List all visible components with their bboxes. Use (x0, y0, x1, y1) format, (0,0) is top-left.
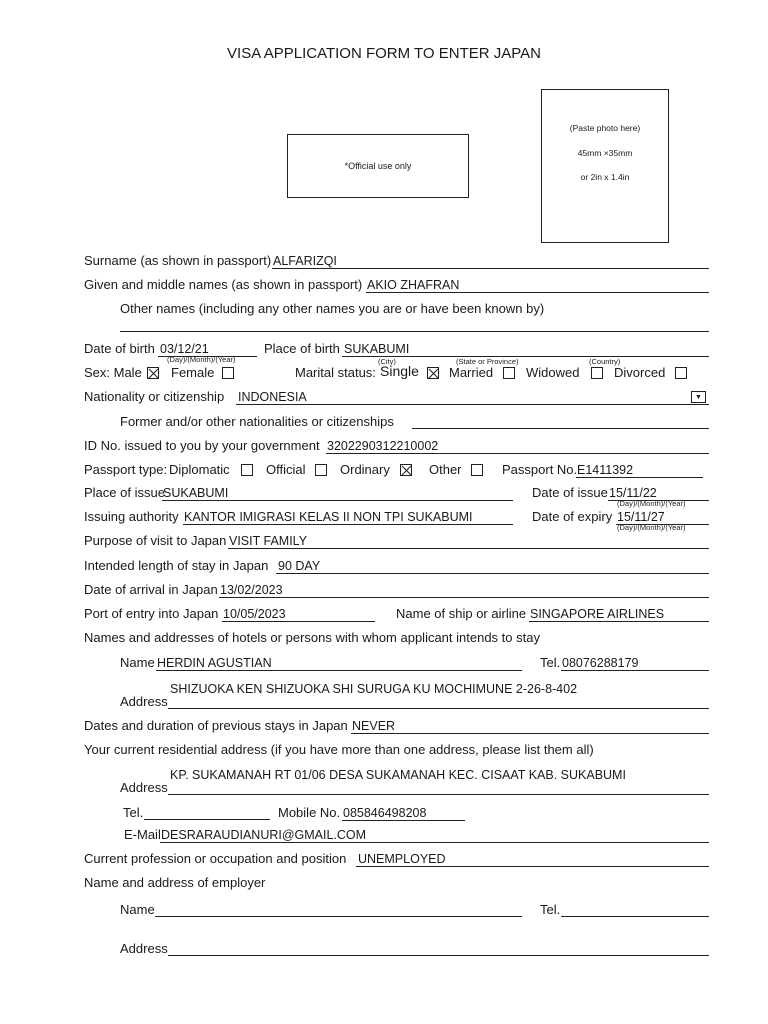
date-issue-hint: (Day)/(Month)/(Year) (617, 499, 686, 508)
marital-label: Marital status: (295, 365, 376, 380)
divorced-label: Divorced (614, 365, 666, 380)
nationality-value[interactable]: INDONESIA (238, 390, 307, 404)
profession-value[interactable]: UNEMPLOYED (358, 852, 446, 866)
res-tel-label: Tel. (123, 805, 144, 820)
date-expiry-label: Date of expiry (532, 509, 613, 524)
prev-stays-value[interactable]: NEVER (352, 719, 396, 733)
employer-label: Name and address of employer (84, 875, 266, 890)
hotels-label: Names and addresses of hotels or persons with whom applicant intends to stay (84, 630, 540, 645)
residential-label: Your current residential address (if you have more than one address, please list them all) (84, 742, 594, 757)
place-issue-value[interactable]: SUKABUMI (163, 486, 229, 500)
host-name-value[interactable]: HERDIN AGUSTIAN (157, 656, 272, 670)
email-value[interactable]: DESRARAUDIANURI@GMAIL.COM (161, 828, 367, 842)
pob-label: Place of birth (264, 341, 340, 356)
email-label: E-Mail (124, 827, 161, 842)
dob-hint: (Day)/(Month)/(Year) (167, 355, 236, 364)
host-name-label: Name (120, 655, 155, 670)
diplomatic-label: Diplomatic (169, 462, 230, 477)
employer-name-label: Name (120, 902, 155, 917)
sex-label: Sex: Male (84, 365, 142, 380)
pob-city-hint: (City) (378, 357, 396, 366)
dropdown-arrow-icon[interactable]: ▼ (691, 391, 706, 403)
res-address-value[interactable]: KP. SUKAMANAH RT 01/06 DESA SUKAMANAH KEC. CISAAT KAB. SUKABUMI (170, 768, 626, 782)
official-checkbox[interactable] (315, 464, 327, 476)
prev-stays-label: Dates and duration of previous stays in Japan (84, 718, 348, 733)
authority-label: Issuing authority (84, 509, 179, 524)
employer-name-field[interactable] (155, 916, 522, 917)
authority-value[interactable]: KANTOR IMIGRASI KELAS II NON TPI SUKABUMI (184, 510, 473, 524)
surname-value[interactable]: ALFARIZQI (273, 254, 337, 268)
official-use-box (287, 134, 469, 198)
surname-label: Surname (as shown in passport) (84, 253, 272, 268)
dob-value[interactable]: 03/12/21 (160, 342, 209, 356)
widowed-label: Widowed (526, 365, 580, 380)
official-use-label: *Official use only (344, 161, 412, 171)
photo-label-1: (Paste photo here) (569, 123, 641, 133)
arrival-label: Date of arrival in Japan (84, 582, 218, 597)
ordinary-checkbox[interactable] (400, 464, 412, 476)
purpose-value[interactable]: VISIT FAMILY (229, 534, 308, 548)
given-names-label: Given and middle names (as shown in passport) (84, 277, 363, 292)
female-checkbox[interactable] (222, 367, 234, 379)
employer-address-label: Address (120, 941, 168, 956)
pob-state-hint: (State or Province) (456, 357, 519, 366)
pob-value[interactable]: SUKABUMI (344, 342, 410, 356)
res-tel-field[interactable] (144, 819, 270, 820)
male-checkbox[interactable] (147, 367, 159, 379)
date-expiry-value[interactable]: 15/11/27 (617, 510, 665, 524)
photo-label-2: 45mm ×35mm (577, 148, 633, 158)
mobile-label: Mobile No. (278, 805, 341, 820)
other-label: Other (429, 462, 462, 477)
ship-value[interactable]: SINGAPORE AIRLINES (530, 607, 665, 621)
female-label: Female (171, 365, 215, 380)
length-stay-value[interactable]: 90 DAY (278, 559, 321, 573)
ship-label: Name of ship or airline (396, 606, 527, 621)
id-no-label: ID No. issued to you by your government (84, 438, 320, 453)
former-nationality-label: Former and/or other nationalities or citizenships (120, 414, 394, 429)
date-issue-label: Date of issue (532, 485, 608, 500)
dob-label: Date of birth (84, 341, 155, 356)
photo-box (541, 89, 669, 243)
married-checkbox[interactable] (503, 367, 515, 379)
passport-no-label: Passport No. (502, 462, 578, 477)
other-names-label: Other names (including any other names you are or have been known by) (120, 301, 545, 316)
host-tel-label: Tel. (540, 655, 561, 670)
port-label: Port of entry into Japan (84, 606, 219, 621)
form-title: VISA APPLICATION FORM TO ENTER JAPAN (227, 45, 541, 62)
host-address-value[interactable]: SHIZUOKA KEN SHIZUOKA SHI SURUGA KU MOCHIMUNE 2-26-8-402 (170, 682, 578, 696)
id-no-value[interactable]: 3202290312210002 (327, 439, 439, 453)
profession-label: Current profession or occupation and position (84, 851, 347, 866)
employer-tel-label: Tel. (540, 902, 561, 917)
former-nationality-field[interactable] (412, 428, 709, 429)
married-label: Married (449, 365, 494, 380)
single-checkbox[interactable] (427, 367, 439, 379)
ordinary-label: Ordinary (340, 462, 390, 477)
host-tel-value[interactable]: 08076288179 (562, 656, 639, 670)
given-names-value[interactable]: AKIO ZHAFRAN (367, 278, 460, 292)
single-label: Single (380, 363, 419, 379)
date-expiry-hint: (Day)/(Month)/(Year) (617, 523, 686, 532)
place-issue-label: Place of issue (84, 485, 165, 500)
pob-country-hint: (Country) (589, 357, 621, 366)
date-issue-value[interactable]: 15/11/22 (609, 486, 657, 500)
employer-tel-field[interactable] (561, 916, 709, 917)
nationality-label: Nationality or citizenship (84, 389, 225, 404)
other-names-field[interactable] (120, 331, 709, 332)
official-label: Official (266, 462, 306, 477)
passport-no-value[interactable]: E1411392 (577, 463, 634, 477)
purpose-label: Purpose of visit to Japan (84, 533, 227, 548)
employer-address-field[interactable] (168, 955, 709, 956)
diplomatic-checkbox[interactable] (241, 464, 253, 476)
mobile-value[interactable]: 085846498208 (343, 806, 427, 820)
other-checkbox[interactable] (471, 464, 483, 476)
photo-label-3: or 2in x 1.4in (580, 172, 630, 182)
arrival-value[interactable]: 13/02/2023 (220, 583, 283, 597)
port-value[interactable]: 10/05/2023 (223, 607, 286, 621)
widowed-checkbox[interactable] (591, 367, 603, 379)
passport-type-label: Passport type: (84, 462, 168, 477)
divorced-checkbox[interactable] (675, 367, 687, 379)
res-address-label: Address (120, 780, 168, 795)
length-stay-label: Intended length of stay in Japan (84, 558, 269, 573)
host-address-label: Address (120, 694, 168, 709)
